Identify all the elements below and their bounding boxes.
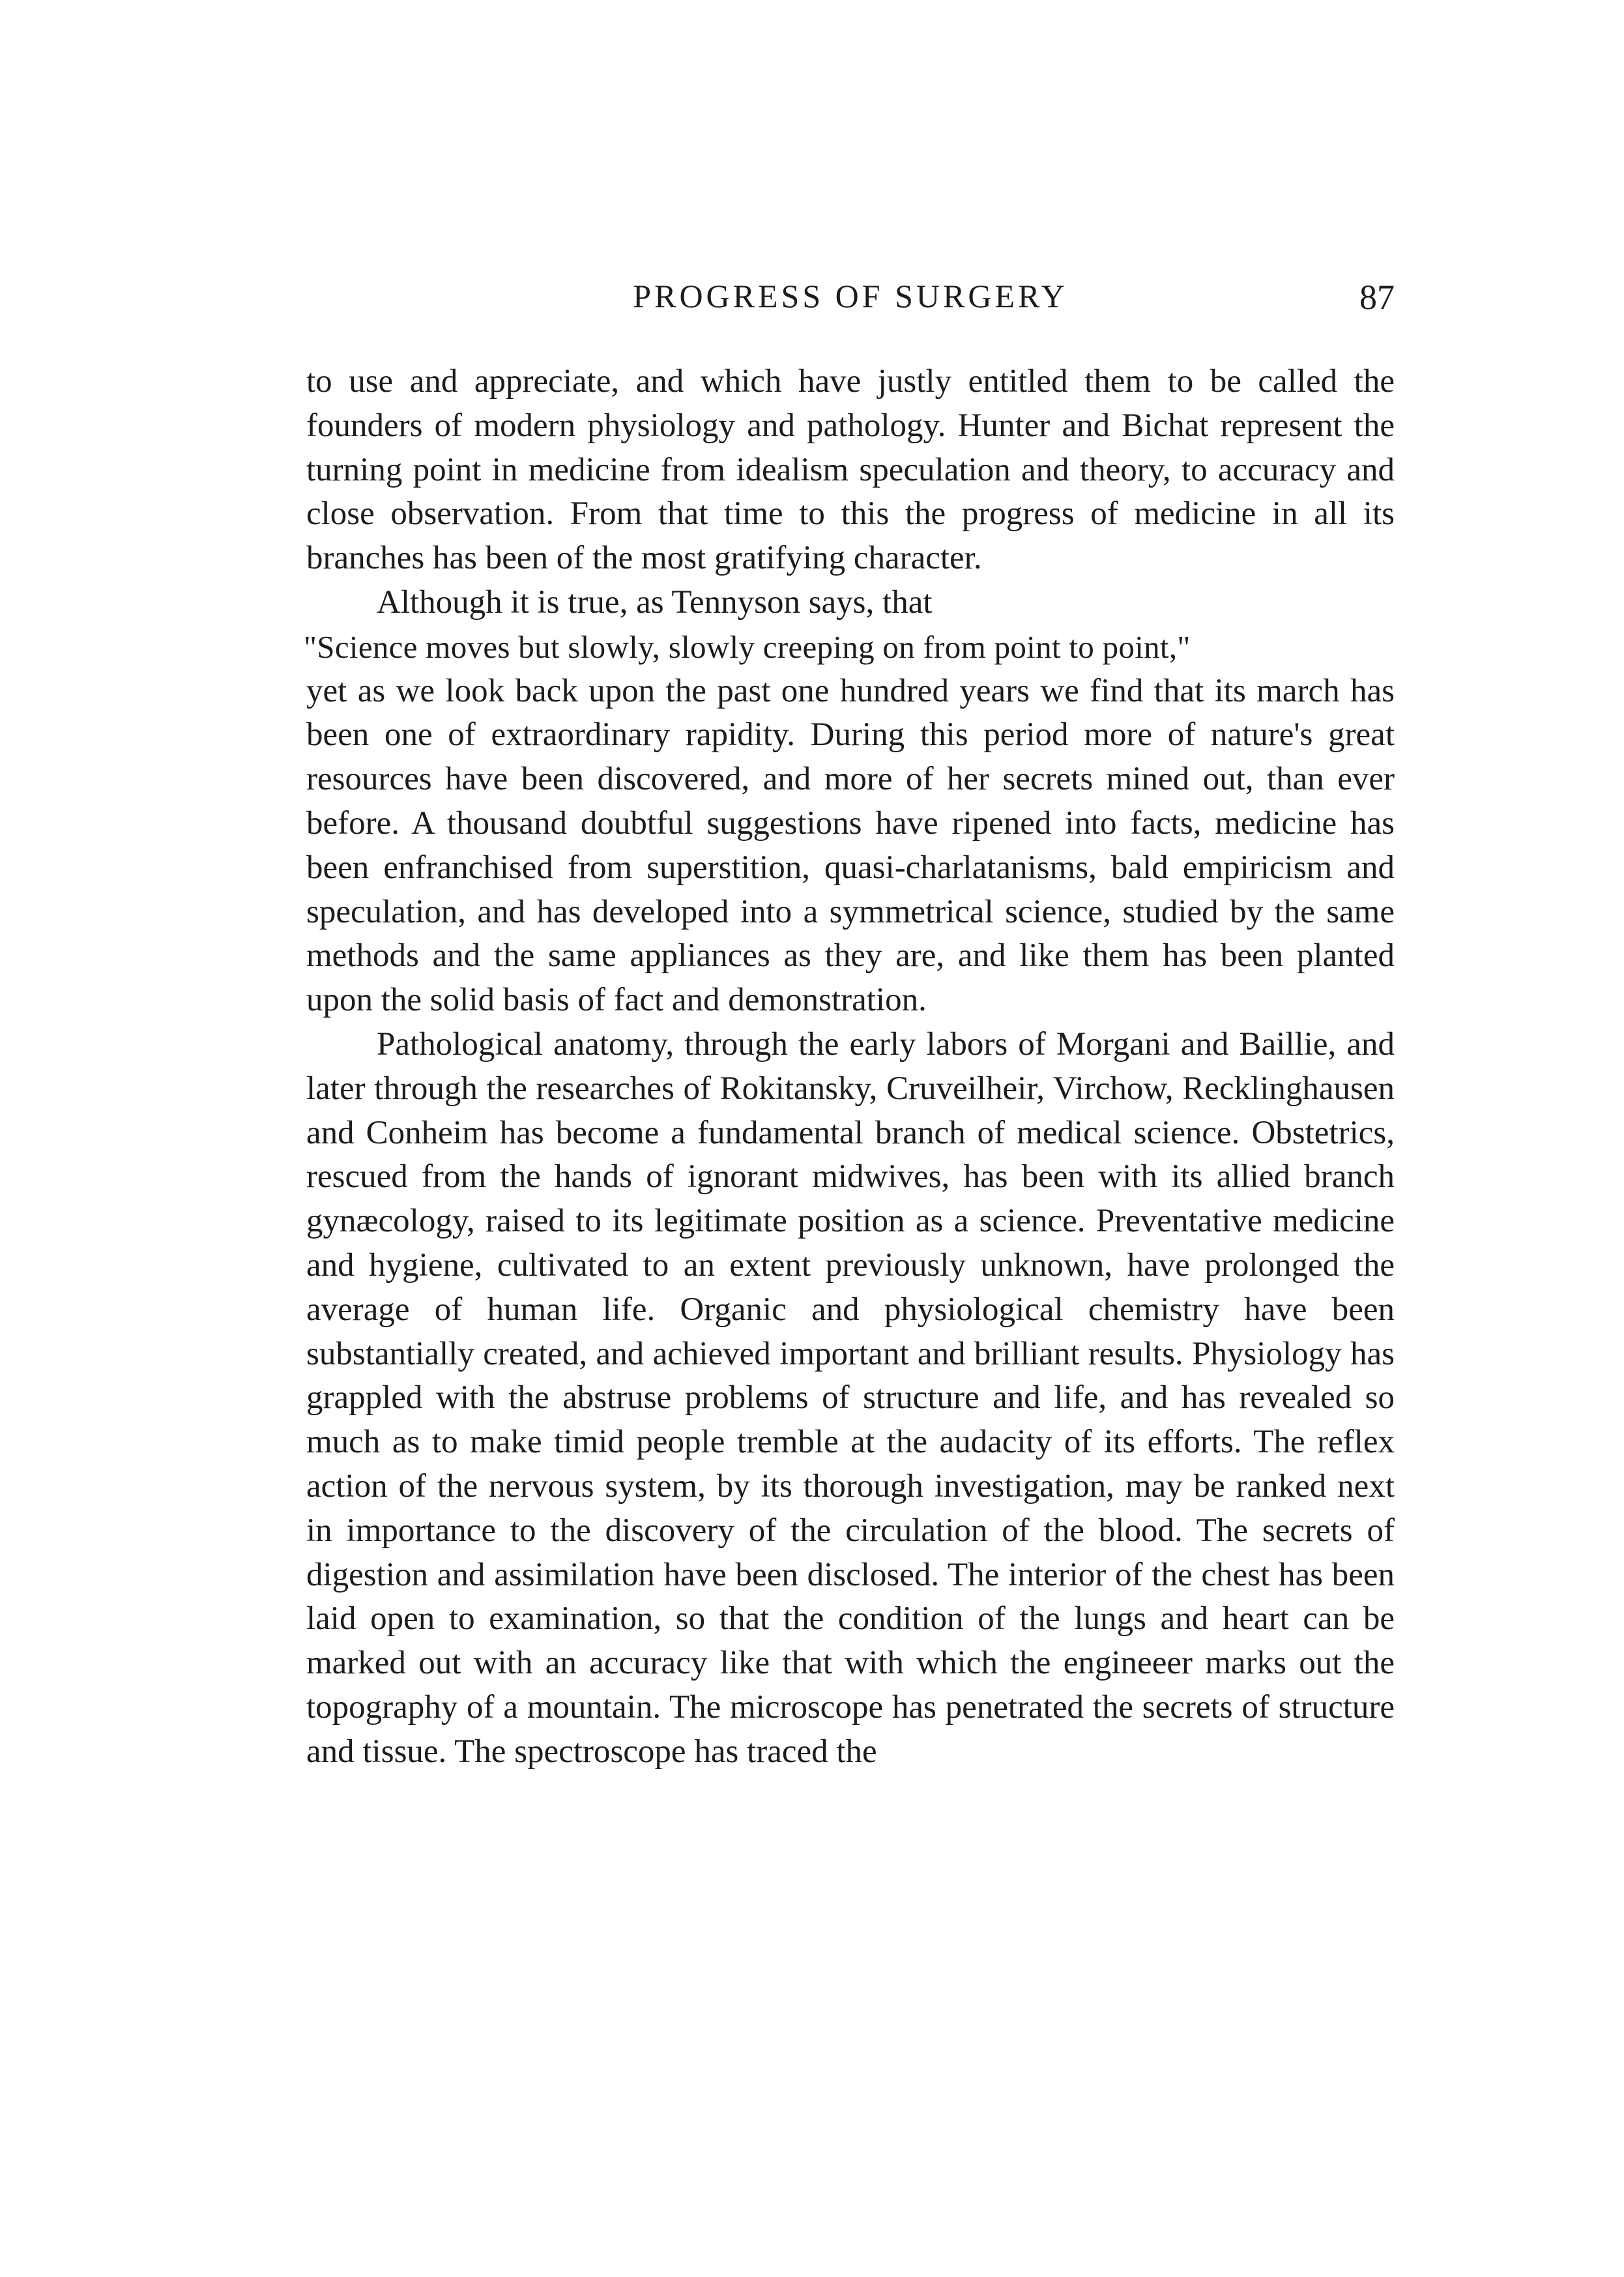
paragraph: yet as we look back upon the past one hundred years we find that its march has been one of extraordinary rapidity. During this period more of nature's great resources have been discovered, and more of her secrets mined out, than ever before. A thousand doubtful suggestions have ripened into facts, medicine has been enfranchised from superstition, quasi-charlatanisms, bald empiricism and speculation, and has developed into a symmetrical science, studied by the same methods and the same appliances as they are, and like them has been planted upon the solid basis of fact and demonstration. <box>306 672 1395 1019</box>
tennyson-quote: "Science moves but slowly, slowly creeping on from point to point," <box>304 628 1191 665</box>
body-text <box>306 360 1395 1774</box>
paragraph: to use and appreciate, and which have justly entitled them to be called the founders of modern physiology and pathology. Hunter and Bichat represent the turning point in medicine from idealism speculation and theory, to accuracy and close observation. From that time to this the progress of medicine in all its branches has been of the most gratifying character. <box>306 363 1395 577</box>
running-title: PROGRESS OF SURGERY <box>633 278 1068 314</box>
page-number: 87 <box>1359 278 1395 317</box>
paragraph: Pathological anatomy, through the early labors of Morgani and Baillie, and later through the researches of Rokitansky, Cruveilheir, Virchow, Recklinghausen and Conheim has become a fundamental branch of medical science. Obstetrics, rescued from the hands of ignorant midwives, has been with its allied branch gynæcology, raised to its legitimate position as a science. Preventative medicine and hygiene, cultivated to an extent previously unknown, have prolonged the average of human life. Organic and physiological chemistry have been substantially created, and achieved important and brilliant results. Physiology has grappled with the abstruse problems of structure and life, and has revealed so much as to make timid people tremble at the audacity of its efforts. The reflex action of the nervous system, by its thorough investigation, may be ranked next in importance to the discovery of the circulation of the blood. The secrets of digestion and assimilation have been disclosed. The interior of the chest has been laid open to examination, so that the condition of the lungs and heart can be marked out with an accuracy like that with which the engineeer marks out the topography of a mountain. The microscope has penetrated the secrets of structure and tissue. The spectroscope has traced the <box>306 1025 1395 1770</box>
page-header <box>306 277 1395 329</box>
paragraph-intro: Although it is true, as Tennyson says, that <box>377 583 933 621</box>
